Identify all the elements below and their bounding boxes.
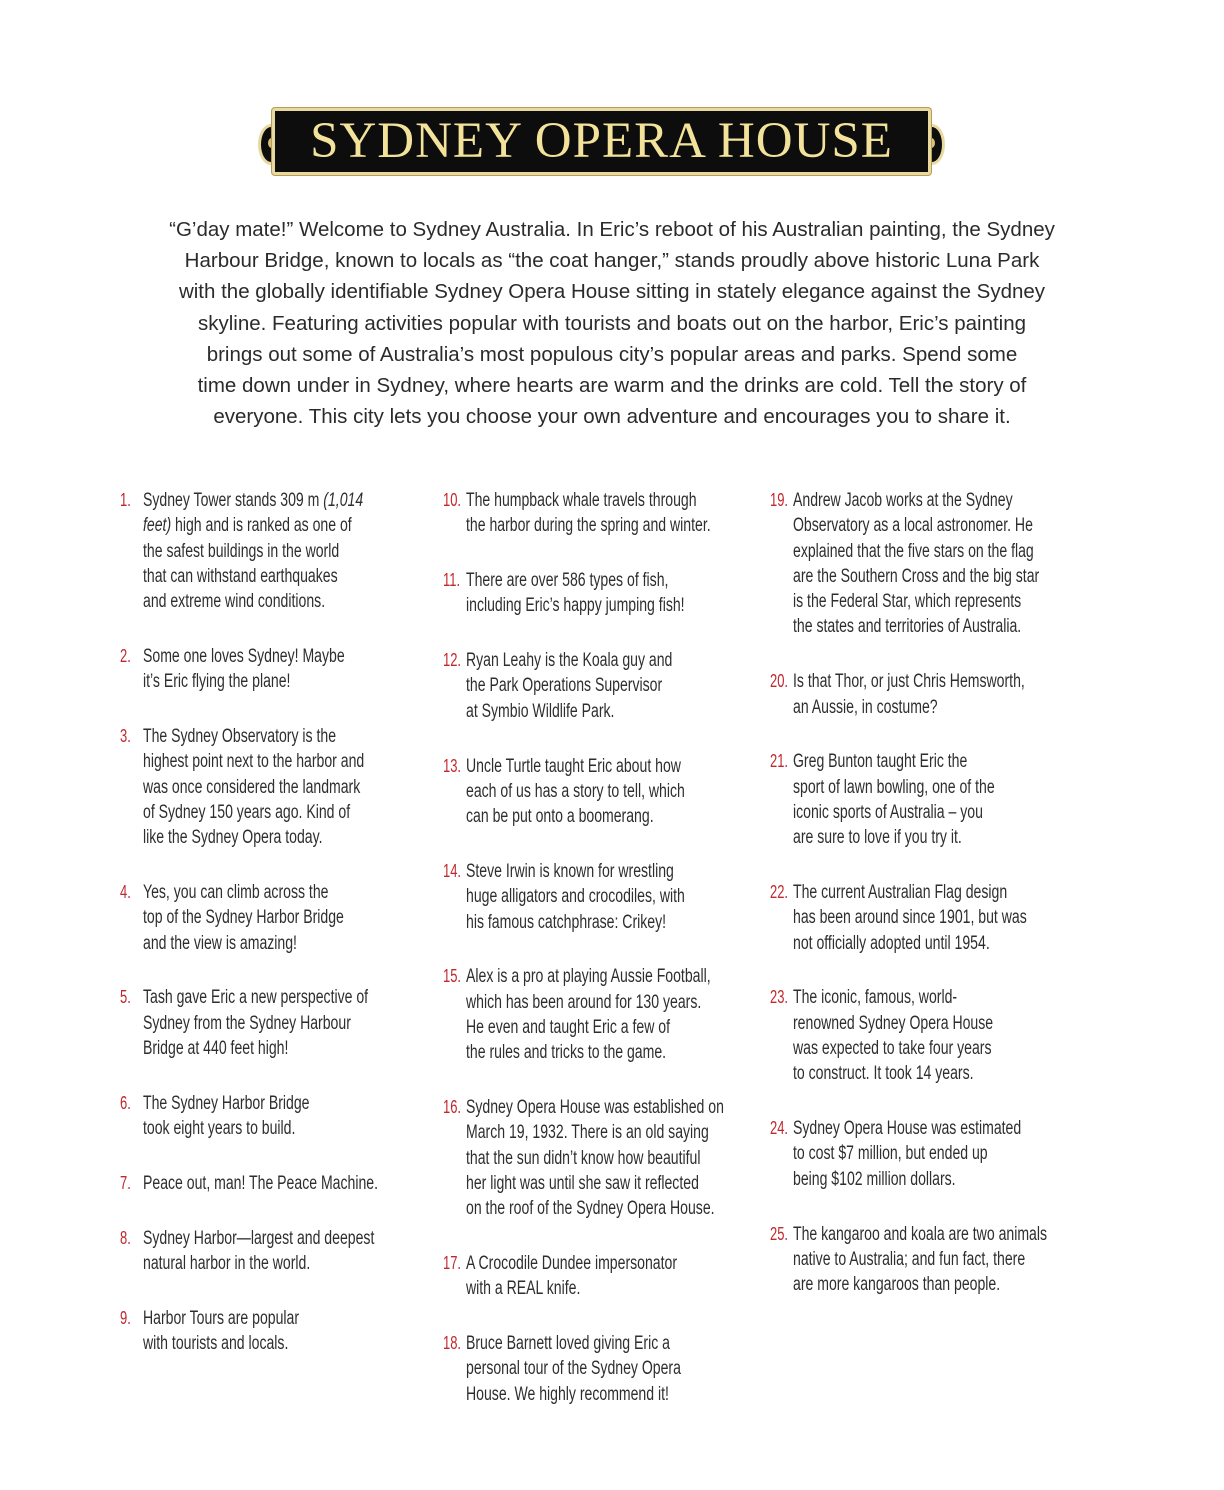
list-item [770, 1222, 1153, 1298]
item-number: 22. [770, 882, 789, 903]
list-item [770, 880, 1153, 956]
item-number: 7. [120, 1172, 131, 1193]
text-line: Alex is a pro at playing Aussie Football, [466, 966, 711, 988]
item-text [793, 749, 1059, 850]
text-line: Greg Bunton taught Eric the [793, 751, 968, 773]
text-line: his famous catchphrase: Crikey! [466, 911, 667, 933]
text-line: The Sydney Harbor Bridge [143, 1092, 310, 1114]
item-text [793, 985, 1059, 1086]
item-text [466, 754, 732, 830]
item-number: 9. [120, 1307, 131, 1328]
text-line: A Crocodile Dundee impersonator [466, 1253, 678, 1275]
text-line: The humpback whale travels through [466, 490, 697, 511]
item-number: 15. [443, 966, 462, 987]
list-item [443, 859, 826, 935]
item-text [793, 1222, 1059, 1298]
text-line: House. We highly recommend it! [466, 1383, 669, 1405]
text-line: that can withstand earthquakes [143, 565, 338, 587]
item-text [793, 880, 1059, 956]
text-line: of Sydney 150 years ago. Kind of [143, 801, 351, 823]
text-line: including Eric’s happy jumping fish! [466, 595, 685, 617]
text-line: The current Australian Flag design [793, 882, 1008, 904]
text-line: Sydney from the Sydney Harbour [143, 1012, 351, 1034]
text-line: with a REAL knife. [466, 1278, 581, 1300]
text-line: Sydney Opera House was established on [466, 1097, 724, 1119]
list-item [443, 488, 826, 539]
list-item [443, 964, 826, 1065]
list-item [443, 1251, 826, 1302]
text-line: Sydney Opera House was estimated [793, 1118, 1022, 1140]
intro-line: brings out some of Australia’s most populous city’s popular areas and parks. Spend some [206, 342, 1018, 366]
list-item [770, 669, 1153, 720]
item-number: 17. [443, 1253, 462, 1274]
text-line: There are over 586 types of fish, [466, 570, 669, 592]
item-text [143, 724, 409, 850]
facts-column-3 [770, 488, 1153, 1327]
text-span: feet) [143, 515, 172, 537]
item-number: 1. [120, 490, 131, 510]
item-text [466, 1095, 732, 1221]
text-line: Sydney Harbor—largest and deepest [143, 1227, 375, 1249]
text-line: not officially adopted until 1954. [793, 932, 990, 954]
item-number: 3. [120, 726, 131, 747]
item-text [793, 488, 1059, 640]
list-item [770, 488, 1153, 640]
text-line: the states and territories of Australia. [793, 616, 1022, 638]
text-line: on the roof of the Sydney Opera House. [466, 1198, 715, 1220]
text-line: the harbor during the spring and winter. [466, 515, 711, 537]
text-line: highest point next to the harbor and [143, 751, 365, 773]
item-number: 11. [443, 570, 461, 591]
item-number: 18. [443, 1333, 462, 1354]
text-line: Harbor Tours are popular [143, 1307, 300, 1329]
text-line: an Aussie, in costume? [793, 696, 938, 718]
text-line: native to Australia; and fun fact, there [793, 1248, 1026, 1270]
list-item [770, 985, 1153, 1086]
text-line: is the Federal Star, which represents [793, 591, 1022, 613]
text-line: Observatory as a local astronomer. He [793, 515, 1033, 537]
text-line: like the Sydney Opera today. [143, 827, 323, 849]
item-text [143, 1226, 409, 1277]
intro-line: Harbour Bridge, known to locals as “the coat hanger,” stands proudly above historic Luna Park [184, 249, 1040, 273]
item-number: 2. [120, 645, 131, 666]
text-line: was once considered the landmark [143, 776, 361, 798]
text-line: are the Southern Cross and the big star [793, 565, 1040, 587]
list-item [443, 1331, 826, 1407]
text-line: and extreme wind conditions. [143, 591, 326, 613]
text-line: personal tour of the Sydney Opera [466, 1358, 681, 1380]
item-text [143, 985, 409, 1061]
text-line: huge alligators and crocodiles, with [466, 886, 685, 908]
item-text [793, 669, 1059, 720]
item-text [143, 1091, 409, 1142]
item-text [466, 648, 732, 724]
text-line: He even and taught Eric a few of [466, 1016, 670, 1038]
text-line: the rules and tricks to the game. [466, 1042, 667, 1064]
intro-line: time down under in Sydney, where hearts are warm and the drinks are cold. Tell the story of [197, 374, 1027, 398]
text-line: iconic sports of Australia – you [793, 801, 983, 823]
item-text [466, 1251, 732, 1302]
item-number: 10. [443, 490, 462, 510]
item-number: 14. [443, 860, 462, 881]
item-number: 25. [770, 1223, 789, 1244]
list-item [443, 754, 826, 830]
item-text [466, 1331, 732, 1407]
text-line: it’s Eric flying the plane! [143, 671, 291, 693]
item-number: 20. [770, 671, 789, 692]
list-item [770, 749, 1153, 850]
text-line: to construct. It took 14 years. [793, 1063, 974, 1085]
item-text [143, 1306, 409, 1357]
text-line: was expected to take four years [793, 1038, 992, 1060]
text-line: with tourists and locals. [143, 1333, 289, 1355]
text-line: top of the Sydney Harbor Bridge [143, 907, 344, 929]
text-span: high and is ranked as one of [171, 515, 352, 537]
text-line: renowned Sydney Opera House [793, 1012, 994, 1034]
item-text [143, 1171, 409, 1196]
intro-line: everyone. This city lets you choose your own adventure and encourages you to share it. [213, 405, 1011, 429]
intro-line: “G’day mate!” Welcome to Sydney Australia. In Eric’s reboot of his Australian painting, the Sydney [169, 218, 1055, 241]
item-number: 8. [120, 1227, 131, 1248]
text-line: natural harbor in the world. [143, 1253, 311, 1275]
text-line: Tash gave Eric a new perspective of [143, 987, 369, 1009]
text-line: and the view is amazing! [143, 932, 297, 954]
item-number: 21. [770, 751, 789, 772]
text-line: that the sun didn’t know how beautiful [466, 1147, 701, 1169]
item-text [466, 488, 732, 539]
text-line: Bruce Barnett loved giving Eric a [466, 1333, 670, 1355]
list-item [443, 1095, 826, 1221]
text-line: being $102 million dollars. [793, 1168, 956, 1190]
text-span: Sydney Tower stands 309 m [143, 490, 324, 511]
text-line: Some one loves Sydney! Maybe [143, 645, 345, 667]
item-text [143, 644, 409, 695]
item-text [793, 1116, 1059, 1192]
item-number: 5. [120, 987, 131, 1008]
item-number: 19. [770, 490, 789, 510]
text-line: March 19, 1932. There is an old saying [466, 1122, 709, 1144]
item-number: 23. [770, 987, 789, 1008]
text-line: to cost $7 million, but ended up [793, 1143, 988, 1165]
text-line: the Park Operations Supervisor [466, 675, 663, 697]
text-line: Ryan Leahy is the Koala guy and [466, 650, 673, 672]
text-line: can be put onto a boomerang. [466, 806, 654, 828]
text-line: are sure to love if you try it. [793, 827, 962, 849]
text-line: Andrew Jacob works at the Sydney [793, 490, 1013, 511]
item-number: 12. [443, 650, 462, 671]
item-number: 4. [120, 882, 131, 903]
facts-column-2 [443, 488, 826, 1437]
list-item [770, 1116, 1153, 1192]
text-line: her light was until she saw it reflected [466, 1172, 699, 1194]
text-line: at Symbio Wildlife Park. [466, 700, 615, 722]
text-line: Is that Thor, or just Chris Hemsworth, [793, 671, 1025, 693]
text-line: took eight years to build. [143, 1118, 296, 1140]
text-line: the safest buildings in the world [143, 540, 340, 562]
text-line: The kangaroo and koala are two animals [793, 1223, 1048, 1245]
text-line: each of us has a story to tell, which [466, 780, 685, 802]
text-span: (1,014 [323, 490, 364, 511]
text-line: has been around since 1901, but was [793, 907, 1027, 929]
text-line: Peace out, man! The Peace Machine. [143, 1172, 379, 1194]
list-item [443, 568, 826, 619]
item-number: 6. [120, 1092, 131, 1113]
item-number: 24. [770, 1118, 789, 1139]
list-item [443, 648, 826, 724]
title-banner [258, 108, 945, 175]
item-text [466, 859, 732, 935]
intro-line: skyline. Featuring activities popular with tourists and boats out on the harbor, Eric’s painting [197, 311, 1027, 335]
text-line: The iconic, famous, world- [793, 987, 958, 1009]
text-line: Yes, you can climb across the [143, 882, 329, 904]
item-text [466, 568, 732, 619]
item-number: 16. [443, 1097, 462, 1118]
intro-paragraph [100, 214, 1124, 432]
text-line: sport of lawn bowling, one of the [793, 776, 995, 798]
text-line: Bridge at 440 feet high! [143, 1038, 289, 1060]
text-line: are more kangaroos than people. [793, 1274, 1001, 1296]
text-line: explained that the five stars on the flag [793, 540, 1034, 562]
text-line: Steve Irwin is known for wrestling [466, 860, 674, 882]
item-number: 13. [443, 755, 462, 776]
item-text [143, 880, 409, 956]
text-line: which has been around for 130 years. [466, 991, 702, 1013]
intro-line: with the globally identifiable Sydney Opera House sitting in stately elegance against the Sydney [178, 280, 1046, 304]
text-line: The Sydney Observatory is the [143, 726, 337, 748]
text-line: Uncle Turtle taught Eric about how [466, 755, 681, 777]
item-text [143, 488, 409, 614]
page-title: SYDNEY OPERA HOUSE [310, 113, 893, 169]
item-text [466, 964, 732, 1065]
